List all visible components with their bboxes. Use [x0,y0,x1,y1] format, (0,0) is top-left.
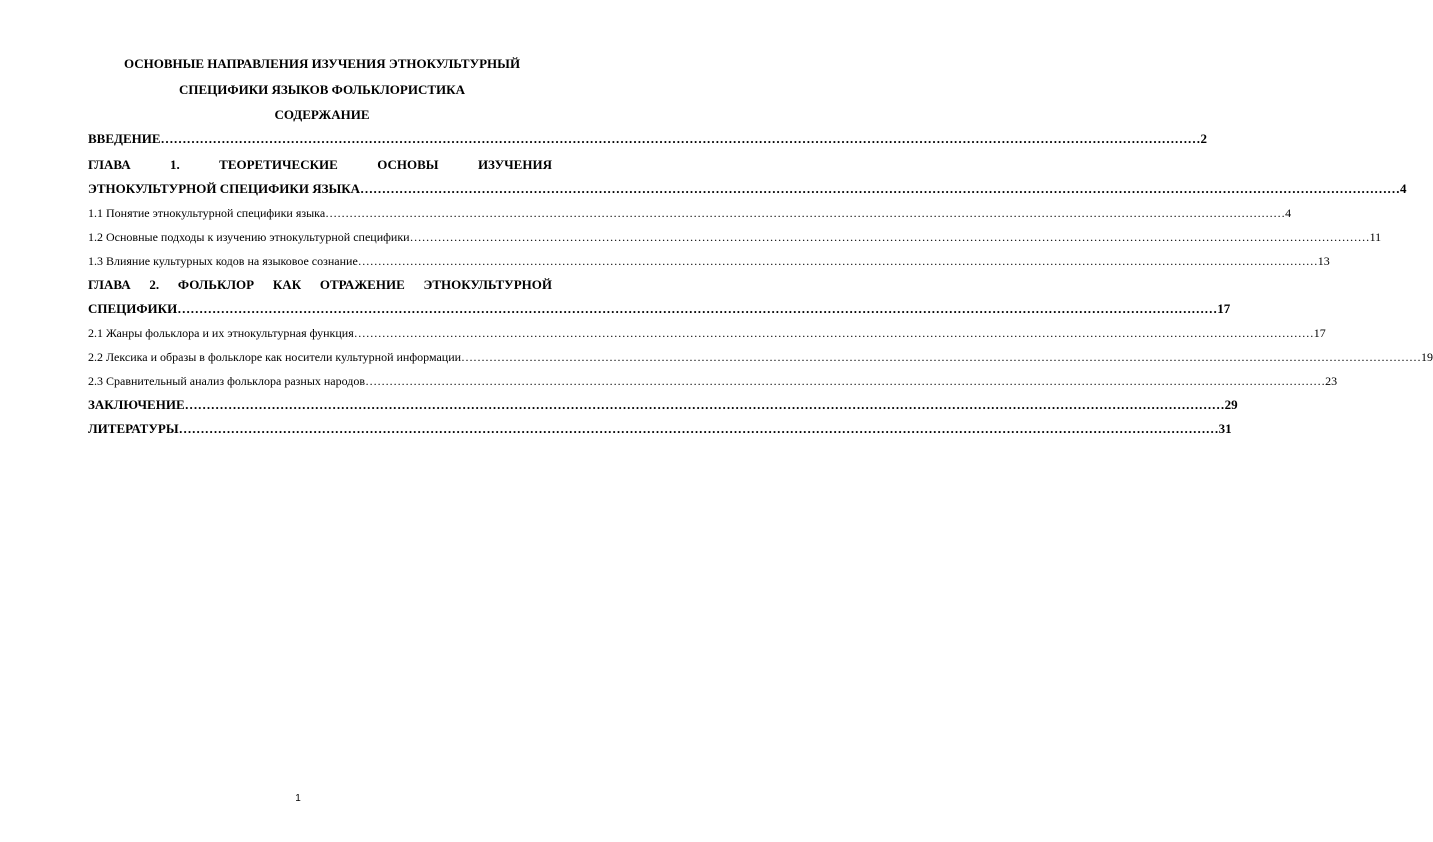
toc-entry-text: СПЕЦИФИКИ [88,301,178,316]
toc-entry-2-2[interactable] [88,349,1433,365]
toc-entry-text: 2.1 Жанры фольклора и их этнокультурная функция [88,326,354,340]
toc-entry-text: 2.2 Лексика и образы в фольклоре как носители культурной информации [88,350,462,364]
toc-page-number: 17 [1313,326,1326,340]
toc-leader-dots: …………………………………………………………………………………………………………………………………………………………………………………………………………………… [357,254,1318,268]
toc-page-number: 13 [1317,254,1330,268]
toc-word: ОСНОВЫ [377,157,439,172]
toc-entry-text: 2.3 Сравнительный анализ фольклора разных народов [88,374,366,388]
toc-word: ТЕОРЕТИЧЕСКИЕ [219,157,338,172]
toc-page-number: 2 [1200,131,1208,146]
contents-heading: СОДЕРЖАНИЕ [274,107,370,122]
toc-entry-conclusion[interactable] [88,397,1238,413]
toc-word: КАК [272,277,302,292]
page-number: 1 [295,793,301,804]
toc-word: ИЗУЧЕНИЯ [477,157,552,172]
toc-page-number: 19 [1421,350,1433,364]
toc-leader-dots: …………………………………………………………………………………………………………………………………………………………………………………………………………………… [360,181,1401,196]
toc-chapter-1-line-2[interactable] [88,181,1407,197]
toc-word: ГЛАВА [88,157,131,172]
toc-chapter-1-line-1[interactable] [88,157,552,173]
toc-entry-2-1[interactable] [88,325,1326,341]
toc-leader-dots: …………………………………………………………………………………………………………………………………………………………………………………………………………………… [365,374,1326,388]
toc-entry-text: 1.1 Понятие этнокультурной специфики языка [88,206,326,220]
toc-page-number: 29 [1224,397,1238,412]
toc-word: 1. [170,157,180,172]
toc-entry-text: 1.3 Влияние культурных кодов на языковое сознание [88,254,358,268]
toc-page-number: 17 [1217,301,1231,316]
toc-chapter-2-line-2[interactable] [88,301,1231,317]
toc-page-number: 23 [1325,374,1338,388]
toc-page-number: 11 [1369,230,1382,244]
toc-leader-dots: …………………………………………………………………………………………………………………………………………………………………………………………………………………… [409,230,1370,244]
document-title-line-1: ОСНОВНЫЕ НАПРАВЛЕНИЯ ИЗУЧЕНИЯ ЭТНОКУЛЬТУРНЫЙ [123,56,521,71]
toc-word: ГЛАВА [88,277,131,292]
toc-leader-dots: …………………………………………………………………………………………………………………………………………………………………………………………………………………… [325,206,1286,220]
toc-entry-2-3[interactable] [88,373,1338,389]
toc-word: ОТРАЖЕНИЕ [319,277,405,292]
toc-page-number: 31 [1218,421,1232,436]
toc-entry-intro[interactable] [88,131,1208,147]
toc-entry-text: ЛИТЕРАТУРЫ [88,421,179,436]
toc-entry-references[interactable] [88,421,1232,437]
toc-entry-1-1[interactable] [88,205,1292,221]
toc-entry-text: ЭТНОКУЛЬТУРНОЙ СПЕЦИФИКИ ЯЗЫКА [88,181,361,196]
toc-word: ФОЛЬКЛОР [177,277,255,292]
toc-leader-dots: …………………………………………………………………………………………………………………………………………………………………………………………………………………… [178,421,1219,436]
toc-leader-dots: …………………………………………………………………………………………………………………………………………………………………………………………………………………… [184,397,1225,412]
toc-leader-dots: …………………………………………………………………………………………………………………………………………………………………………………………………………………… [160,131,1201,146]
toc-entry-1-2[interactable] [88,229,1382,245]
toc-word: ЭТНОКУЛЬТУРНОЙ [423,277,552,292]
toc-entry-text: 1.2 Основные подходы к изучению этнокультурной специфики [88,230,410,244]
toc-entry-text: ЗАКЛЮЧЕНИЕ [88,397,185,412]
toc-leader-dots: …………………………………………………………………………………………………………………………………………………………………………………………………………………… [177,301,1218,316]
document-title-line-2: СПЕЦИФИКИ ЯЗЫКОВ ФОЛЬКЛОРИСТИКА [179,82,465,97]
toc-leader-dots: …………………………………………………………………………………………………………………………………………………………………………………………………………………… [461,350,1422,364]
toc-page-number: 4 [1285,206,1292,220]
toc-chapter-2-line-1[interactable] [88,277,552,293]
toc-page-number: 4 [1400,181,1407,196]
toc-entry-text: ВВЕДЕНИЕ [88,131,161,146]
toc-entry-1-3[interactable] [88,253,1330,269]
toc-leader-dots: …………………………………………………………………………………………………………………………………………………………………………………………………………………… [353,326,1314,340]
toc-word: 2. [149,277,160,292]
